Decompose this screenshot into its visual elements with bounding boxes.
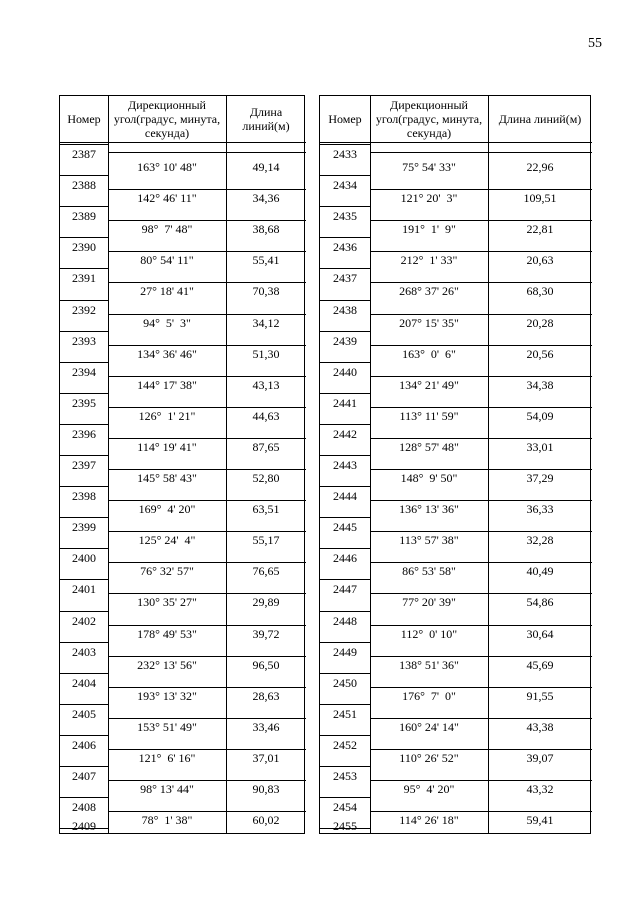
line-length: 22,81 <box>526 222 554 236</box>
direction-angle: 95° 4' 20" <box>403 782 455 796</box>
line-length: 63,51 <box>252 502 280 516</box>
direction-angle: 126° 1' 21" <box>138 409 196 423</box>
direction-angle: 130° 35' 27" <box>137 595 197 609</box>
point-number: 2452 <box>333 738 357 752</box>
direction-angle: 148° 9' 50" <box>400 471 458 485</box>
direction-angle: 160° 24' 14" <box>399 720 459 734</box>
line-length: 49,14 <box>252 160 280 174</box>
point-number: 2392 <box>72 303 96 317</box>
point-number: 2442 <box>333 427 357 441</box>
line-length: 60,02 <box>252 813 280 827</box>
line-length: 43,38 <box>526 720 554 734</box>
point-number: 2443 <box>333 458 357 472</box>
point-number: 2403 <box>72 645 96 659</box>
point-number: 2406 <box>72 738 96 752</box>
direction-angle: 114° 26' 18" <box>399 813 459 827</box>
line-length: 34,12 <box>252 316 280 330</box>
line-length: 34,38 <box>526 378 554 392</box>
point-number: 2404 <box>72 676 96 690</box>
coordinates-table-left <box>59 95 305 834</box>
direction-angle: 113° 11' 59" <box>399 409 459 423</box>
point-number: 2444 <box>333 489 357 503</box>
direction-angle: 80° 54' 11" <box>140 253 194 267</box>
direction-angle: 121° 20' 3" <box>400 191 458 205</box>
point-number: 2453 <box>333 769 357 783</box>
direction-angle: 193° 13' 32" <box>137 689 197 703</box>
direction-angle: 125° 24' 4" <box>138 533 196 547</box>
header-length: Длина линий(м) <box>242 105 290 133</box>
direction-angle: 178° 49' 53" <box>137 627 197 641</box>
point-number: 2401 <box>72 582 96 596</box>
direction-angle: 138° 51' 36" <box>399 658 459 672</box>
point-number: 2405 <box>72 707 96 721</box>
point-number: 2395 <box>72 396 96 410</box>
point-number: 2448 <box>333 614 357 628</box>
point-number: 2440 <box>333 365 357 379</box>
direction-angle: 145° 58' 43" <box>137 471 197 485</box>
line-length: 52,80 <box>252 471 280 485</box>
line-length: 22,96 <box>526 160 554 174</box>
point-number: 2390 <box>72 240 96 254</box>
direction-angle: 191° 1' 9" <box>402 222 456 236</box>
point-number: 2437 <box>333 271 357 285</box>
direction-angle: 94° 5' 3" <box>143 316 191 330</box>
point-number: 2393 <box>72 334 96 348</box>
point-number: 2409 <box>72 819 96 833</box>
direction-angle: 112° 0' 10" <box>400 627 458 641</box>
direction-angle: 121° 6' 16" <box>138 751 196 765</box>
line-length: 54,86 <box>526 595 554 609</box>
direction-angle: 114° 19' 41" <box>137 440 197 454</box>
direction-angle: 75° 54' 33" <box>402 160 456 174</box>
point-number: 2396 <box>72 427 96 441</box>
line-length: 59,41 <box>526 813 554 827</box>
point-number: 2402 <box>72 614 96 628</box>
point-number: 2450 <box>333 676 357 690</box>
direction-angle: 86° 53' 58" <box>402 564 456 578</box>
line-length: 51,30 <box>252 347 280 361</box>
direction-angle: 76° 32' 57" <box>140 564 194 578</box>
header-number: Номер <box>67 112 101 126</box>
line-length: 37,29 <box>526 471 554 485</box>
point-number: 2399 <box>72 520 96 534</box>
line-length: 29,89 <box>252 595 280 609</box>
header-angle: Дирекционный угол(градус, минута, секунда) <box>375 98 483 140</box>
line-length: 28,63 <box>252 689 280 703</box>
direction-angle: 136° 13' 36" <box>399 502 459 516</box>
point-number: 2455 <box>333 819 357 833</box>
line-length: 20,28 <box>526 316 554 330</box>
line-length: 54,09 <box>526 409 554 423</box>
line-length: 96,50 <box>252 658 280 672</box>
direction-angle: 176° 7' 0" <box>402 689 456 703</box>
line-length: 87,65 <box>252 440 280 454</box>
line-length: 33,46 <box>252 720 280 734</box>
direction-angle: 207° 15' 35" <box>399 316 459 330</box>
point-number: 2391 <box>72 271 96 285</box>
line-length: 34,36 <box>252 191 280 205</box>
line-length: 39,07 <box>526 751 554 765</box>
point-number: 2397 <box>72 458 96 472</box>
header-number: Номер <box>328 112 362 126</box>
direction-angle: 134° 21' 49" <box>399 378 459 392</box>
line-length: 37,01 <box>252 751 280 765</box>
point-number: 2454 <box>333 800 357 814</box>
point-number: 2441 <box>333 396 357 410</box>
direction-angle: 128° 57' 48" <box>399 440 459 454</box>
line-length: 38,68 <box>252 222 280 236</box>
line-length: 40,49 <box>526 564 554 578</box>
line-length: 55,17 <box>252 533 280 547</box>
direction-angle: 163° 10' 48" <box>137 160 197 174</box>
direction-angle: 169° 4' 20" <box>138 502 196 516</box>
point-number: 2446 <box>333 551 357 565</box>
direction-angle: 77° 20' 39" <box>402 595 456 609</box>
point-number: 2398 <box>72 489 96 503</box>
line-length: 90,83 <box>252 782 280 796</box>
direction-angle: 98° 13' 44" <box>140 782 194 796</box>
line-length: 91,55 <box>526 689 554 703</box>
line-length: 45,69 <box>526 658 554 672</box>
coordinates-table-right <box>319 95 591 834</box>
direction-angle: 78° 1' 38" <box>141 813 193 827</box>
header-length: Длина линий(м) <box>498 112 582 126</box>
line-length: 68,30 <box>526 284 554 298</box>
direction-angle: 98° 7' 48" <box>141 222 193 236</box>
point-number: 2407 <box>72 769 96 783</box>
line-length: 70,38 <box>252 284 280 298</box>
line-length: 43,13 <box>252 378 280 392</box>
point-number: 2451 <box>333 707 357 721</box>
page-number: 55 <box>588 36 602 51</box>
line-length: 44,63 <box>252 409 280 423</box>
point-number: 2435 <box>333 209 357 223</box>
point-number: 2389 <box>72 209 96 223</box>
point-number: 2433 <box>333 147 357 161</box>
line-length: 30,64 <box>526 627 554 641</box>
line-length: 20,56 <box>526 347 554 361</box>
point-number: 2434 <box>333 178 357 192</box>
point-number: 2387 <box>72 147 96 161</box>
point-number: 2439 <box>333 334 357 348</box>
point-number: 2447 <box>333 582 357 596</box>
direction-angle: 113° 57' 38" <box>399 533 459 547</box>
direction-angle: 163° 0' 6" <box>402 347 456 361</box>
point-number: 2400 <box>72 551 96 565</box>
direction-angle: 268° 37' 26" <box>399 284 459 298</box>
point-number: 2388 <box>72 178 96 192</box>
direction-angle: 153° 51' 49" <box>137 720 197 734</box>
line-length: 76,65 <box>252 564 280 578</box>
point-number: 2436 <box>333 240 357 254</box>
line-length: 20,63 <box>526 253 554 267</box>
direction-angle: 212° 1' 33" <box>400 253 458 267</box>
direction-angle: 144° 17' 38" <box>137 378 197 392</box>
point-number: 2438 <box>333 303 357 317</box>
line-length: 33,01 <box>526 440 554 454</box>
line-length: 109,51 <box>523 191 557 205</box>
direction-angle: 134° 36' 46" <box>137 347 197 361</box>
line-length: 39,72 <box>252 627 280 641</box>
line-length: 32,28 <box>526 533 554 547</box>
line-length: 43,32 <box>526 782 554 796</box>
direction-angle: 142° 46' 11" <box>137 191 197 205</box>
line-length: 36,33 <box>526 502 554 516</box>
line-length: 55,41 <box>252 253 280 267</box>
direction-angle: 232° 13' 56" <box>137 658 197 672</box>
direction-angle: 110° 26' 52" <box>399 751 459 765</box>
header-angle: Дирекционный угол(градус, минута, секунда) <box>113 98 221 140</box>
point-number: 2449 <box>333 645 357 659</box>
point-number: 2445 <box>333 520 357 534</box>
point-number: 2408 <box>72 800 96 814</box>
direction-angle: 27° 18' 41" <box>140 284 194 298</box>
point-number: 2394 <box>72 365 96 379</box>
